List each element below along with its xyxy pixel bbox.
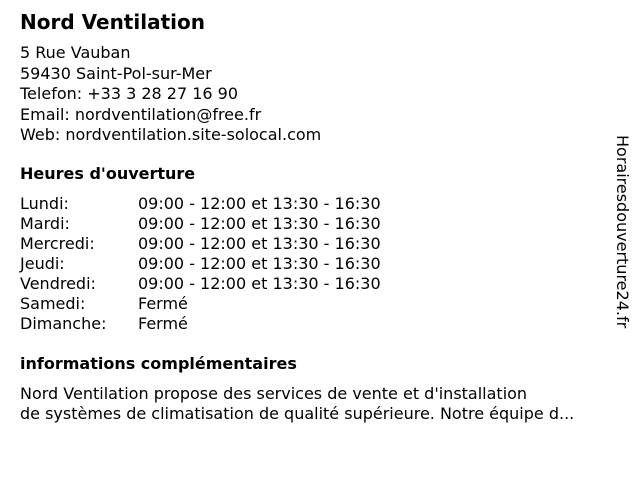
info-line-1: Nord Ventilation propose des services de vente et d'installation: [20, 384, 528, 403]
hours-row-sunday: [20, 314, 381, 334]
address-city: 59430 Saint-Pol-sur-Mer: [20, 63, 212, 83]
hours-row-wednesday: [20, 234, 381, 254]
day-label: Vendredi:: [20, 274, 96, 293]
address-street: 5 Rue Vauban: [20, 43, 131, 62]
site-watermark: Horairesdouverture24.fr: [613, 135, 632, 329]
hours-row-monday: [20, 194, 381, 214]
day-label: Lundi:: [20, 194, 69, 213]
day-label: Mardi:: [20, 214, 70, 233]
business-name: Nord Ventilation: [20, 10, 205, 34]
phone-number[interactable]: Telefon: +33 3 28 27 16 90: [20, 84, 239, 103]
day-hours: 09:00 - 12:00 et 13:30 - 16:30: [138, 254, 381, 273]
info-line-2: de systèmes de climatisation de qualité supérieure. Notre équipe d...: [20, 404, 575, 423]
day-label: Mercredi:: [20, 234, 95, 253]
info-description: [20, 384, 620, 424]
website-link[interactable]: Web: nordventilation.site-solocal.com: [20, 125, 322, 144]
email-address[interactable]: Email: nordventilation@free.fr: [20, 104, 262, 124]
hours-row-saturday: [20, 294, 381, 314]
day-hours: 09:00 - 12:00 et 13:30 - 16:30: [138, 274, 381, 293]
day-hours: Fermé: [138, 314, 188, 333]
day-hours: 09:00 - 12:00 et 13:30 - 16:30: [138, 234, 381, 253]
hours-row-tuesday: [20, 214, 381, 234]
day-hours: 09:00 - 12:00 et 13:30 - 16:30: [138, 194, 381, 213]
day-hours: Fermé: [138, 294, 188, 313]
day-hours: 09:00 - 12:00 et 13:30 - 16:30: [138, 214, 381, 233]
hours-row-friday: [20, 274, 381, 294]
day-label: Samedi:: [20, 294, 86, 313]
day-label: Jeudi:: [20, 254, 65, 273]
day-label: Dimanche:: [20, 314, 107, 333]
hours-table: [20, 194, 381, 334]
hours-heading: Heures d'ouverture: [20, 164, 196, 183]
hours-row-thursday: [20, 254, 381, 274]
contact-info: [20, 43, 321, 146]
info-heading: informations complémentaires: [20, 354, 297, 373]
